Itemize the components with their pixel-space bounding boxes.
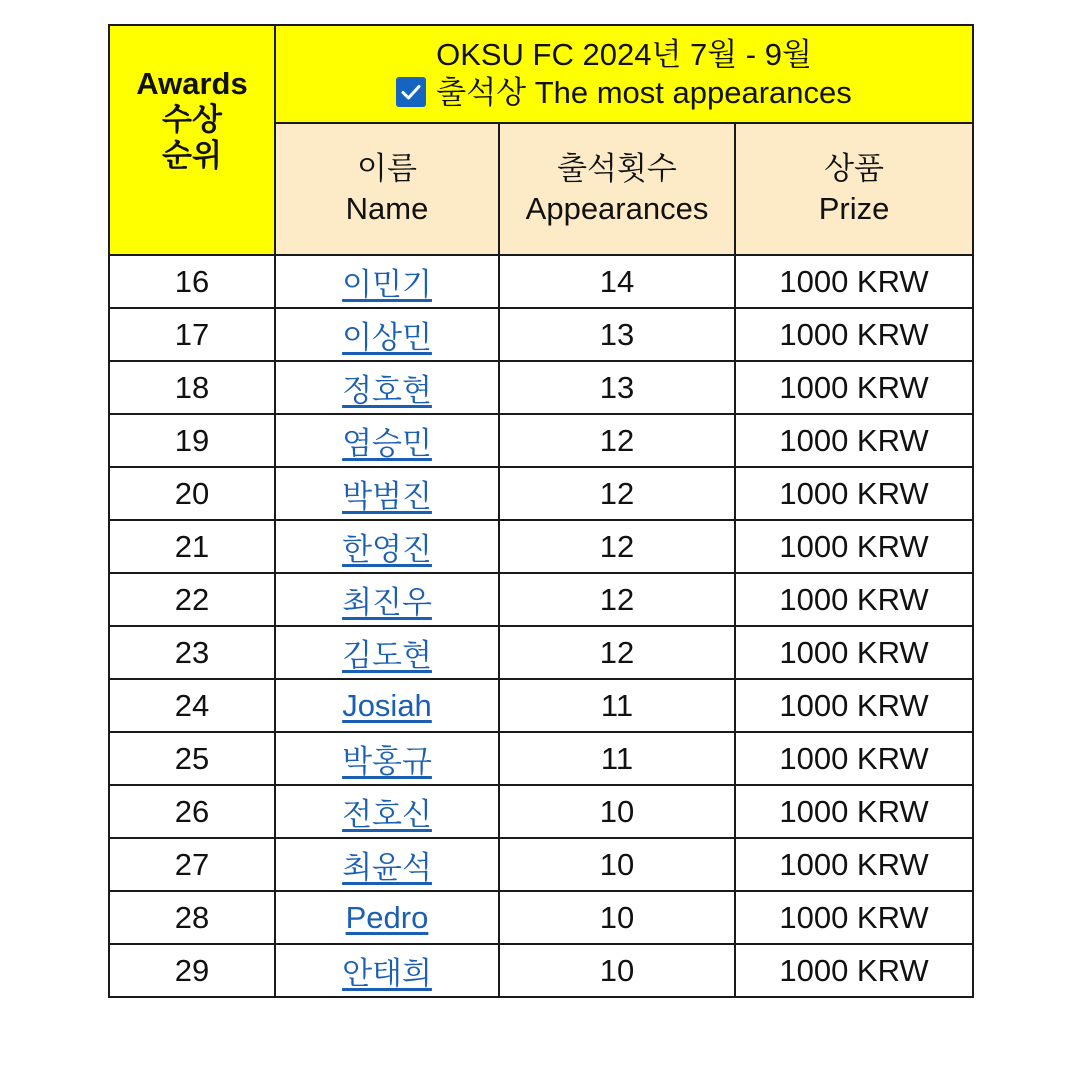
rank-cell: 21 xyxy=(109,520,275,573)
table-title xyxy=(275,25,973,123)
rank-cell: 18 xyxy=(109,361,275,414)
awards-label-ko-2: 순위 xyxy=(162,138,222,173)
table-row xyxy=(109,361,973,414)
player-name-link[interactable]: 이민기 xyxy=(342,267,432,302)
prize-cell: 1000 KRW xyxy=(735,255,973,308)
column-header-prize xyxy=(735,123,973,255)
prize-cell: 1000 KRW xyxy=(735,944,973,997)
appearances-cell: 10 xyxy=(499,785,735,838)
player-name-link[interactable]: 김도현 xyxy=(342,638,432,673)
awards-table xyxy=(108,24,974,998)
column-header-name-ko: 이름 xyxy=(357,151,417,186)
column-header-prize-ko: 상품 xyxy=(824,151,884,186)
table-row xyxy=(109,838,973,891)
name-cell xyxy=(275,308,499,361)
player-name-link[interactable]: 한영진 xyxy=(342,532,432,567)
player-name-link[interactable]: 이상민 xyxy=(342,320,432,355)
prize-cell: 1000 KRW xyxy=(735,520,973,573)
checked-checkbox-icon[interactable] xyxy=(396,77,426,107)
appearances-cell: 13 xyxy=(499,308,735,361)
prize-cell: 1000 KRW xyxy=(735,679,973,732)
prize-cell: 1000 KRW xyxy=(735,414,973,467)
name-cell xyxy=(275,732,499,785)
player-name-link[interactable]: 안태희 xyxy=(342,956,432,991)
appearances-cell: 12 xyxy=(499,573,735,626)
prize-cell: 1000 KRW xyxy=(735,732,973,785)
rank-cell: 29 xyxy=(109,944,275,997)
name-cell xyxy=(275,838,499,891)
name-cell xyxy=(275,573,499,626)
appearances-cell: 12 xyxy=(499,626,735,679)
table-row xyxy=(109,520,973,573)
table-row xyxy=(109,414,973,467)
appearances-cell: 12 xyxy=(499,520,735,573)
name-cell xyxy=(275,414,499,467)
player-name-link[interactable]: Pedro xyxy=(345,899,429,935)
table-row xyxy=(109,679,973,732)
rank-cell: 26 xyxy=(109,785,275,838)
prize-cell: 1000 KRW xyxy=(735,573,973,626)
rank-cell: 20 xyxy=(109,467,275,520)
rank-cell: 25 xyxy=(109,732,275,785)
rank-cell: 24 xyxy=(109,679,275,732)
name-cell xyxy=(275,679,499,732)
name-cell xyxy=(275,467,499,520)
appearances-cell: 10 xyxy=(499,944,735,997)
appearances-cell: 13 xyxy=(499,361,735,414)
prize-cell: 1000 KRW xyxy=(735,891,973,944)
name-cell xyxy=(275,361,499,414)
appearances-cell: 11 xyxy=(499,679,735,732)
table-row xyxy=(109,891,973,944)
awards-label-ko-1: 수상 xyxy=(162,102,222,137)
rank-cell: 22 xyxy=(109,573,275,626)
player-name-link[interactable]: 전호신 xyxy=(342,797,432,832)
rank-cell: 23 xyxy=(109,626,275,679)
player-name-link[interactable]: 염승민 xyxy=(342,426,432,461)
prize-cell: 1000 KRW xyxy=(735,626,973,679)
column-header-name xyxy=(275,123,499,255)
table-row xyxy=(109,573,973,626)
prize-cell: 1000 KRW xyxy=(735,838,973,891)
name-cell xyxy=(275,944,499,997)
name-cell xyxy=(275,785,499,838)
appearances-cell: 10 xyxy=(499,891,735,944)
awards-rank-header xyxy=(109,25,275,255)
prize-cell: 1000 KRW xyxy=(735,467,973,520)
rank-cell: 16 xyxy=(109,255,275,308)
column-header-appearances-en: Appearances xyxy=(525,191,709,226)
table-row xyxy=(109,308,973,361)
title-line-2: 출석상 The most appearances xyxy=(436,75,852,110)
player-name-link[interactable]: 정호현 xyxy=(342,373,432,408)
appearances-cell: 12 xyxy=(499,414,735,467)
title-line-1: OKSU FC 2024년 7월 - 9월 xyxy=(436,37,812,72)
rank-cell: 28 xyxy=(109,891,275,944)
name-cell xyxy=(275,520,499,573)
column-header-name-en: Name xyxy=(345,191,429,226)
name-cell xyxy=(275,255,499,308)
player-name-link[interactable]: 최진우 xyxy=(342,585,432,620)
appearances-cell: 11 xyxy=(499,732,735,785)
table-row xyxy=(109,785,973,838)
prize-cell: 1000 KRW xyxy=(735,785,973,838)
table-row xyxy=(109,467,973,520)
appearances-cell: 10 xyxy=(499,838,735,891)
column-header-prize-en: Prize xyxy=(818,191,890,226)
rank-cell: 19 xyxy=(109,414,275,467)
awards-label-en: Awards xyxy=(136,66,248,101)
player-name-link[interactable]: 최윤석 xyxy=(342,850,432,885)
name-cell xyxy=(275,891,499,944)
table-row xyxy=(109,255,973,308)
player-name-link[interactable]: Josiah xyxy=(342,687,432,723)
appearances-cell: 12 xyxy=(499,467,735,520)
table-row xyxy=(109,732,973,785)
prize-cell: 1000 KRW xyxy=(735,361,973,414)
rank-cell: 27 xyxy=(109,838,275,891)
appearances-cell: 14 xyxy=(499,255,735,308)
player-name-link[interactable]: 박홍규 xyxy=(342,744,432,779)
table-row xyxy=(109,626,973,679)
table-row xyxy=(109,944,973,997)
title-line-2-wrap xyxy=(276,74,972,112)
player-name-link[interactable]: 박범진 xyxy=(342,479,432,514)
column-header-appearances-ko: 출석횟수 xyxy=(557,151,677,186)
name-cell xyxy=(275,626,499,679)
table-body xyxy=(109,255,973,997)
rank-cell: 17 xyxy=(109,308,275,361)
column-header-appearances xyxy=(499,123,735,255)
prize-cell: 1000 KRW xyxy=(735,308,973,361)
